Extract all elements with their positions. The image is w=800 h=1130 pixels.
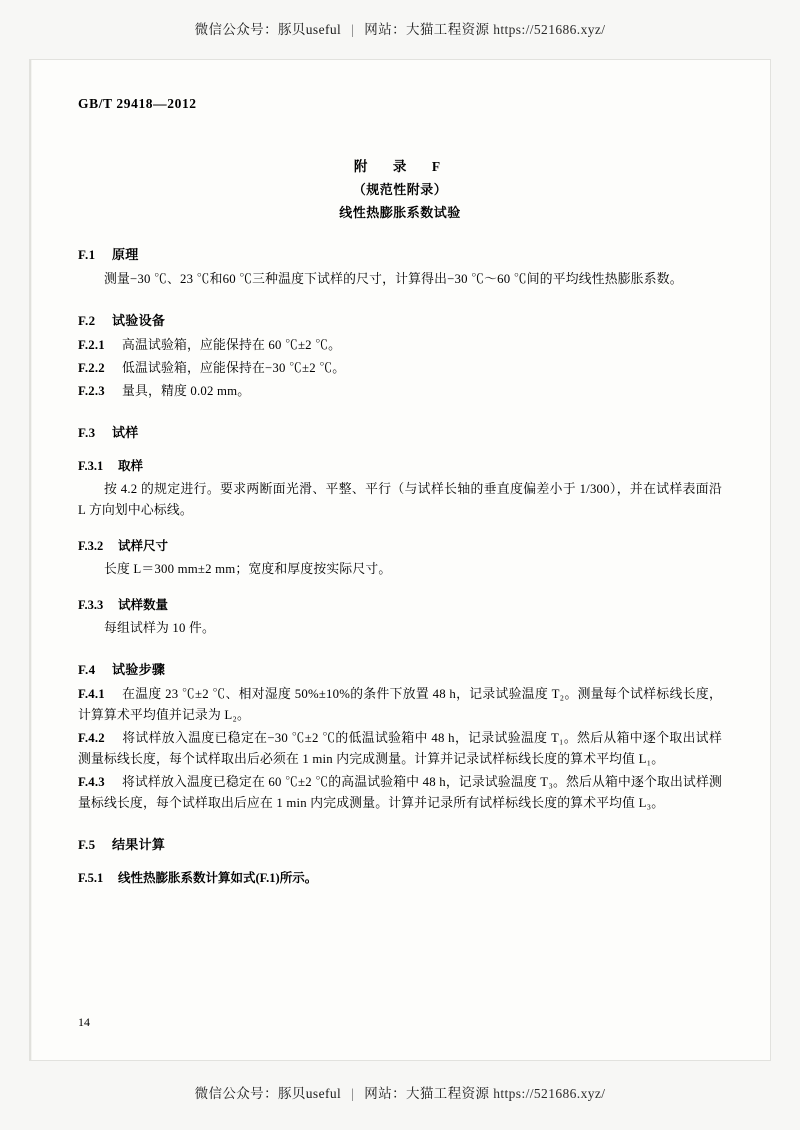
item-number-f21: F.2.1 xyxy=(78,338,105,352)
item-number-f42: F.4.2 xyxy=(78,731,105,745)
item-text-f41: 在温度 23 ℃±2 ℃、相对湿度 50%±10%的条件下放置 48 h，记录试验温度 T₂。测量每个试样标线长度，计算算术平均值并记录为 L₂。 xyxy=(78,687,722,722)
item-text-f43: 将试样放入温度已稳定在 60 ℃±2 ℃的高温试验箱中 48 h，记录试验温度 T₃。然后从箱中逐个取出试样测量标线长度，每个试样取出后应在 1 min 内完成测量。计算并记录所有试样标线长度的算术平均值 L₃。 xyxy=(78,775,722,810)
section-heading-f3 xyxy=(78,422,722,441)
annex-title-line1: 附 录 F xyxy=(353,159,447,174)
watermark-top xyxy=(0,18,800,38)
section-title-f5: 结果计算 xyxy=(112,837,166,852)
section-heading-f5 xyxy=(78,834,722,853)
subsection-number-f33: F.3.3 xyxy=(78,598,104,612)
section-title-f3: 试样 xyxy=(112,425,139,440)
subsection-title-f32: 试样尺寸 xyxy=(118,539,169,553)
watermark-url: https://521686.xyz/ xyxy=(493,22,606,37)
section-title-f1: 原理 xyxy=(112,247,139,262)
item-number-f22: F.2.2 xyxy=(78,361,105,375)
section-number-f2: F.2 xyxy=(78,313,96,328)
watermark-wechat-label: 微信公众号： xyxy=(194,22,278,37)
section-title-f2: 试验设备 xyxy=(112,313,166,328)
watermark-wechat-label-bottom: 微信公众号： xyxy=(194,1086,278,1101)
paragraph-f31-1: 按 4.2 的规定进行。要求两断面光滑、平整、平行（与试样长轴的垂直度偏差小于 1/300），并在试样表面沿 L 方向划中心标线。 xyxy=(78,482,722,517)
section-heading-f2 xyxy=(78,310,722,329)
watermark-site-label: 网站： xyxy=(364,22,406,37)
watermark-site-label-bottom: 网站： xyxy=(364,1086,406,1101)
section-number-f1: F.1 xyxy=(78,247,96,262)
annex-title-line3: 线性热膨胀系数试验 xyxy=(339,205,461,220)
watermark-separator-bottom: | xyxy=(351,1086,355,1101)
page-number: 14 xyxy=(78,1015,90,1029)
paragraph-f4-2 xyxy=(78,728,722,770)
watermark-separator: | xyxy=(351,22,355,37)
watermark-url-bottom: https://521686.xyz/ xyxy=(493,1086,606,1101)
section-heading-f1 xyxy=(78,244,722,263)
item-text-f42: 将试样放入温度已稳定在−30 ℃±2 ℃的低温试验箱中 48 h，记录试验温度 T₁。然后从箱中逐个取出试样测量标线长度，每个试样取出后必须在 1 min 内完成测量。计算并记录试样标线长度的算术平均值 L₁。 xyxy=(78,731,722,766)
section-title-f4: 试验步骤 xyxy=(112,662,166,677)
item-number-f23: F.2.3 xyxy=(78,384,105,398)
paragraph-f2-1 xyxy=(78,335,722,356)
section-heading-f4 xyxy=(78,659,722,678)
watermark-wechat-value: 豚贝useful xyxy=(277,22,342,37)
annex-title-line2: （规范性附录） xyxy=(352,182,448,197)
subsection-heading-f31 xyxy=(78,456,722,474)
subsection-number-f32: F.3.2 xyxy=(78,539,104,553)
annex-heading xyxy=(78,155,722,224)
subsection-title-f51: 线性热膨胀系数计算如式(F.1)所示。 xyxy=(118,871,318,885)
paragraph-f2-3 xyxy=(78,381,722,402)
item-text-f21: 高温试验箱，应能保持在 60 ℃±2 ℃。 xyxy=(122,338,342,352)
document-sheet xyxy=(30,60,770,1060)
paragraph-f33-1: 每组试样为 10 件。 xyxy=(104,621,215,635)
subsection-heading-f33 xyxy=(78,595,722,613)
paragraph-f4-3 xyxy=(78,772,722,814)
paragraph-f1-1: 测量−30 ℃、23 ℃和60 ℃三种温度下试样的尺寸，计算得出−30 ℃～60 ℃间的平均线性热膨胀系数。 xyxy=(104,272,683,286)
paragraph-f32-1: 长度 L＝300 mm±2 mm；宽度和厚度按实际尺寸。 xyxy=(104,562,392,576)
document-body xyxy=(78,155,722,891)
item-text-f23: 量具，精度 0.02 mm。 xyxy=(122,384,251,398)
subsection-heading-f51 xyxy=(78,868,722,886)
subsection-heading-f32 xyxy=(78,536,722,554)
section-number-f3: F.3 xyxy=(78,425,96,440)
item-number-f43: F.4.3 xyxy=(78,775,105,789)
paragraph-f2-2 xyxy=(78,358,722,379)
section-number-f5: F.5 xyxy=(78,837,96,852)
watermark-wechat-value-bottom: 豚贝useful xyxy=(277,1086,342,1101)
standard-id: GB/T 29418—2012 xyxy=(78,96,197,111)
watermark-bottom xyxy=(0,1082,800,1102)
subsection-title-f31: 取样 xyxy=(118,459,144,473)
subsection-number-f51: F.5.1 xyxy=(78,871,104,885)
subsection-number-f31: F.3.1 xyxy=(78,459,104,473)
section-number-f4: F.4 xyxy=(78,662,96,677)
item-number-f41: F.4.1 xyxy=(78,687,105,701)
item-text-f22: 低温试验箱，应能保持在−30 ℃±2 ℃。 xyxy=(122,361,346,375)
watermark-site-value: 大猫工程资源 xyxy=(406,22,490,37)
paragraph-f4-1 xyxy=(78,684,722,726)
watermark-site-value-bottom: 大猫工程资源 xyxy=(406,1086,490,1101)
subsection-title-f33: 试样数量 xyxy=(118,598,169,612)
